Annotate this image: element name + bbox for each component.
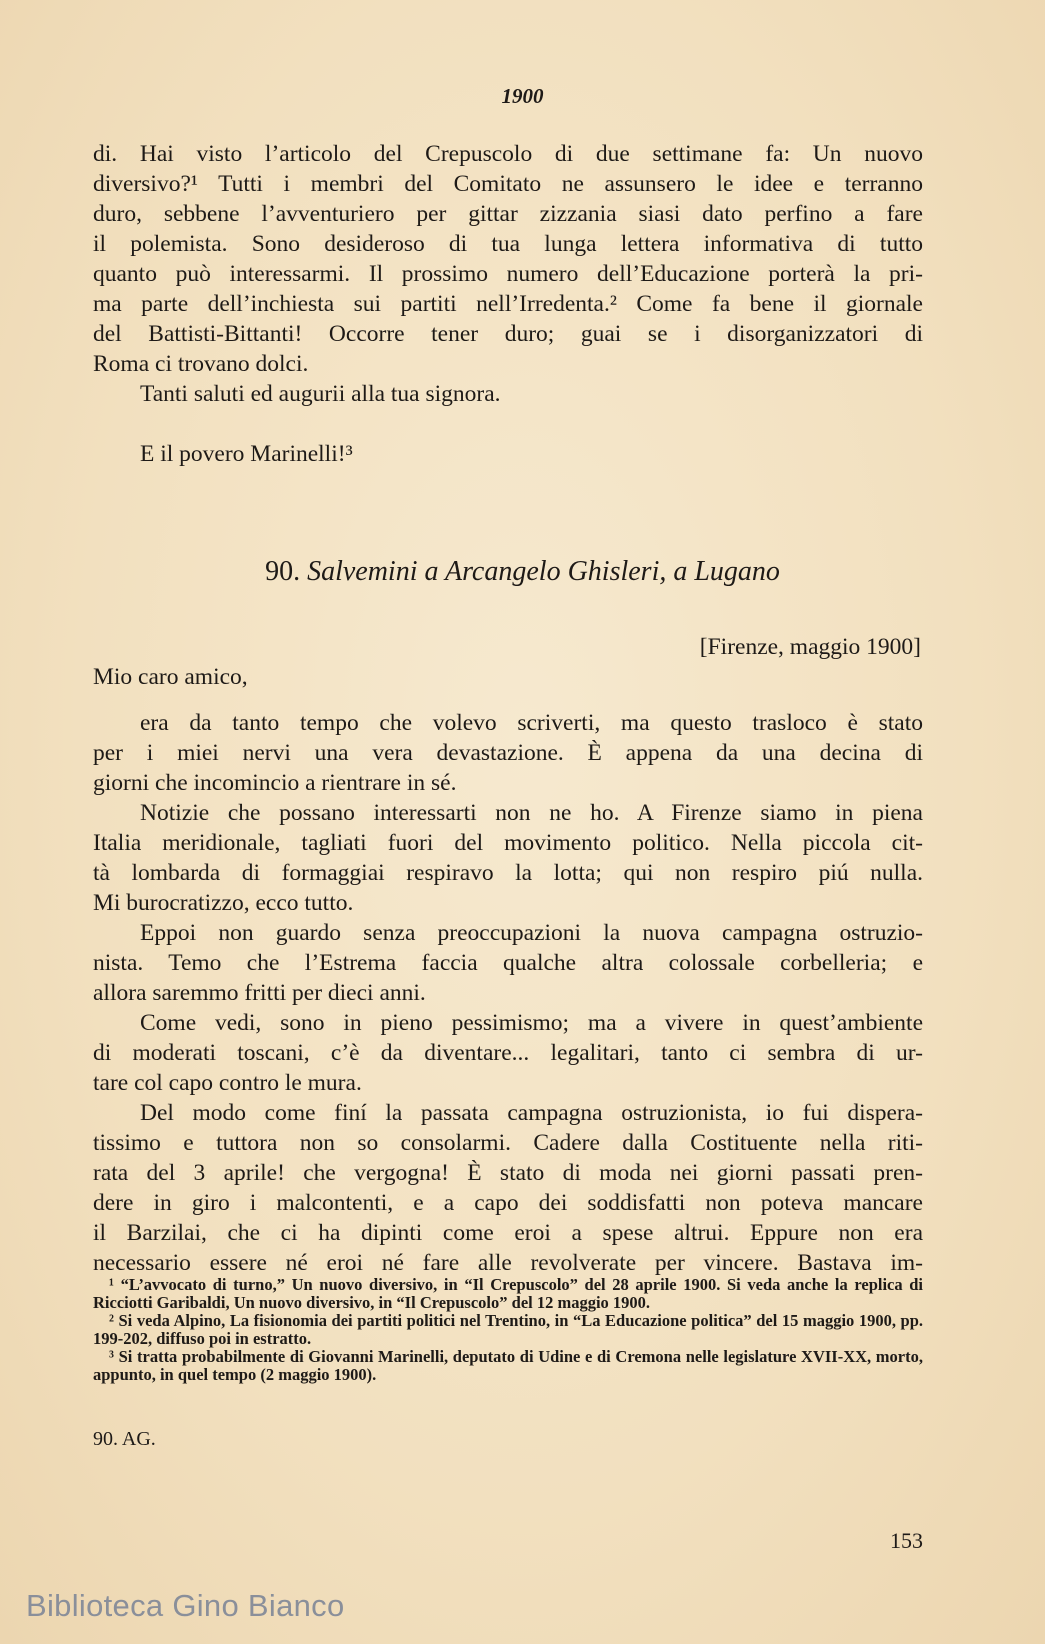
text-line: ma parte dell’inchiesta sui partiti nell’Irredenta.² Come fa bene il giornale bbox=[93, 291, 923, 317]
text-line: allora saremmo fritti per dieci anni. bbox=[93, 980, 426, 1006]
paragraph bbox=[93, 708, 923, 798]
text-line: diversivo?¹ Tutti i membri del Comitato ne assunsero le idee e terranno bbox=[93, 171, 923, 197]
text-line: del Battisti-Bittanti! Occorre tener duro; guai se i disorganizzatori di bbox=[93, 321, 923, 347]
text-line: tare col capo contro le mura. bbox=[93, 1070, 362, 1096]
text-line: era da tanto tempo che volevo scriverti, ma questo trasloco è stato bbox=[140, 710, 923, 736]
text-line: necessario essere né eroi né fare alle revolverate per vincere. Bastava im- bbox=[93, 1250, 923, 1276]
postscript-line: E il povero Marinelli!³ bbox=[140, 441, 353, 467]
text-line: di. Hai visto l’articolo del Crepuscolo di due settimane fa: Un nuovo bbox=[93, 141, 923, 167]
closing-line: Tanti saluti ed augurii alla tua signora. bbox=[140, 381, 501, 407]
text-line: il Barzilai, che ci ha dipinti come eroi a spese altrui. Eppure non era bbox=[93, 1220, 923, 1246]
letter-title: Salvemini a Arcangelo Ghisleri, a Lugano bbox=[307, 556, 780, 587]
paragraph bbox=[93, 798, 923, 918]
text-line: Notizie che possano interessarti non ne ho. A Firenze siamo in piena bbox=[140, 800, 923, 826]
text-line: rata del 3 aprile! che vergogna! È stato di moda nei giorni passati pren- bbox=[93, 1160, 923, 1186]
running-head: 1900 bbox=[501, 84, 544, 108]
text-line: tà lombarda di formaggiai respiravo la lotta; qui non respiro piú nulla. bbox=[93, 860, 923, 886]
paragraph bbox=[93, 1098, 923, 1278]
letter-salutation: Mio caro amico, bbox=[93, 664, 248, 690]
archive-reference: 90. AG. bbox=[93, 1428, 156, 1450]
page-number: 153 bbox=[890, 1528, 923, 1553]
paragraph bbox=[93, 918, 923, 1008]
text-line: Mi burocratizzo, ecco tutto. bbox=[93, 890, 354, 916]
text-line: Italia meridionale, tagliati fuori del movimento politico. Nella piccola cit- bbox=[93, 830, 923, 856]
text-line: duro, sebbene l’avventuriero per gittar zizzania siasi dato perfino a fare bbox=[93, 201, 923, 227]
letter-dateline: [Firenze, maggio 1900] bbox=[699, 634, 921, 660]
text-line: Del modo come finí la passata campagna ostruzionista, io fui dispera- bbox=[140, 1100, 923, 1126]
text-line: nista. Temo che l’Estrema faccia qualche altra colossale corbelleria; e bbox=[93, 950, 923, 976]
text-line: Come vedi, sono in pieno pessimismo; ma a vivere in quest’ambiente bbox=[140, 1010, 923, 1036]
letter-heading bbox=[0, 556, 1045, 588]
text-line: il polemista. Sono desideroso di tua lunga lettera informativa di tutto bbox=[93, 231, 923, 257]
text-line: quanto può interessarmi. Il prossimo numero dell’Educazione porterà la pri- bbox=[93, 261, 923, 287]
text-line: giorni che incomincio a rientrare in sé. bbox=[93, 770, 457, 796]
text-line: Roma ci trovano dolci. bbox=[93, 351, 309, 377]
footnotes bbox=[93, 1276, 923, 1384]
text-line: di moderati toscani, c’è da diventare... legalitari, tanto ci sembra di ur- bbox=[93, 1040, 923, 1066]
paragraph bbox=[93, 1008, 923, 1098]
library-watermark: Biblioteca Gino Bianco bbox=[26, 1588, 345, 1623]
text-line: tissimo e tuttora non so consolarmi. Cadere dalla Costituente nella riti- bbox=[93, 1130, 923, 1156]
footnote-1: ¹ “L’avvocato di turno,” Un nuovo diversivo, in “Il Crepuscolo” del 28 aprile 1900. Si veda anche la replica di Ricciotti Garibaldi, Un nuovo diversivo, in “Il Crepuscolo” del 12 maggio 1900. bbox=[93, 1275, 923, 1312]
top-text bbox=[93, 139, 923, 469]
text-line: Eppoi non guardo senza preoccupazioni la nuova campagna ostruzio- bbox=[140, 920, 923, 946]
footnote-2: ² Si veda Alpino, La fisionomia dei partiti politici nel Trentino, in “La Educazione politica” del 15 maggio 1900, pp. 199-202, diffuso poi in estratto. bbox=[93, 1311, 923, 1348]
footnote-3: ³ Si tratta probabilmente di Giovanni Marinelli, deputato di Udine e di Cremona nelle legislature XVII-XX, morto, appunto, in quel tempo (2 maggio 1900). bbox=[93, 1347, 923, 1384]
letter-body bbox=[93, 708, 923, 1278]
text-line: per i miei nervi una vera devastazione. È appena da una decina di bbox=[93, 740, 923, 766]
text-line: dere in giro i malcontenti, e a capo dei soddisfatti non poteva mancare bbox=[93, 1190, 923, 1216]
letter-number: 90. bbox=[265, 556, 301, 587]
